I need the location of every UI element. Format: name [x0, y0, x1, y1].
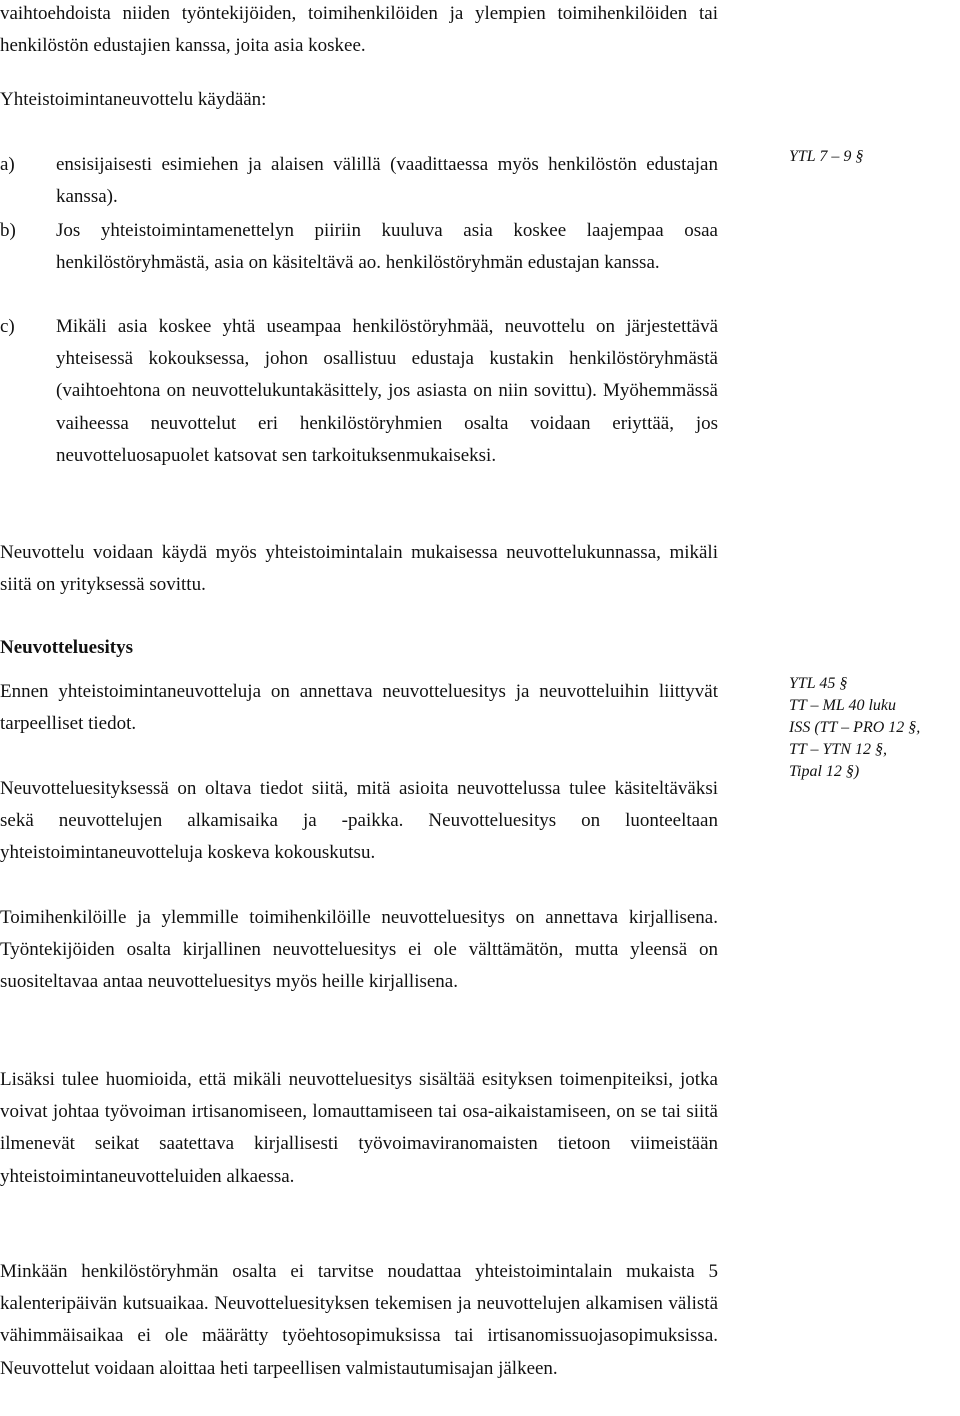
list-marker: c) [0, 316, 15, 337]
paragraph: Neuvottelu voidaan käydä myös yhteistoimintalain mukaisessa neuvottelukunnassa, mikäli siitä on yrityksessä sovittu. [0, 542, 718, 596]
margin-note-references [789, 673, 920, 783]
paragraph: Minkään henkilöstöryhmän osalta ei tarvitse noudattaa yhteistoimintalain mukaista 5 kalenteripäivän kutsuaikaa. Neuvotteluesityksen tekemisen ja neuvottelujen alkamisen välistä vähimmäisaikaa ei ole määrätty työehtosopimuksissa tai irtisanomissuojasopimuksissa. Neuvottelut voidaan aloittaa heti tarpeellisen valmistautumisajan jälkeen. [0, 1261, 718, 1379]
list-item-b [0, 215, 718, 279]
paragraph: Toimihenkilöille ja ylemmille toimihenkilöille neuvotteluesitys on annettava kirjallisena. Työntekijöiden osalta kirjallinen neuvotteluesitys ei ole välttämätön, mutta yleensä on suositeltavaa antaa neuvotteluesitys myös heille kirjallisena. [0, 907, 718, 993]
margin-note-ytl [789, 146, 863, 168]
margin-note-line: TT – YTN 12 §, [789, 741, 887, 758]
list-text: Jos yhteistoimintamenettelyn piiriin kuuluva asia koskee laajempaa osaa henkilöstöryhmästä, asia on käsiteltävä ao. henkilöstöryhmän edustajan kanssa. [56, 220, 718, 274]
margin-note-line: ISS (TT – PRO 12 §, [789, 719, 921, 736]
list-marker: a) [0, 154, 15, 175]
list-item-c [0, 311, 718, 472]
list-item-a [0, 149, 718, 213]
list-marker: b) [0, 220, 16, 241]
paragraph: Lisäksi tulee huomioida, että mikäli neuvotteluesitys sisältää esityksen toimenpiteiksi, jotka voivat johtaa työvoiman irtisanomiseen, lomauttamiseen tai osa-aikaistamiseen, on se tai siitä ilmenevät seikat saatettava kirjallisesti työvoimaviranomaisten tietoon viimeistään yhteistoimintaneuvotteluiden alkaessa. [0, 1069, 718, 1187]
list-intro: Yhteistoimintaneuvottelu käydään: [0, 89, 267, 110]
margin-note-line: YTL 45 § [789, 675, 848, 692]
list-text: ensisijaisesti esimiehen ja alaisen välillä (vaadittaessa myös henkilöstön edustajan kanssa). [56, 154, 718, 208]
intro-paragraph: vaihtoehdoista niiden työntekijöiden, toimihenkilöiden ja ylempien toimihenkilöiden tai henkilöstön edustajien kanssa, joita asia koskee. [0, 3, 718, 57]
margin-note-line: TT – ML 40 luku [789, 697, 896, 714]
margin-note-line: YTL 7 – 9 § [789, 148, 864, 165]
paragraph: Ennen yhteistoimintaneuvotteluja on annettava neuvotteluesitys ja neuvotteluihin liittyvät tarpeelliset tiedot. [0, 681, 718, 735]
paragraph: Neuvotteluesityksessä on oltava tiedot siitä, mitä asioita neuvottelussa tulee käsiteltäväksi sekä neuvottelujen alkamisaika ja -paikka. Neuvotteluesitys on luonteeltaan yhteistoimintaneuvotteluja koskeva kokouskutsu. [0, 778, 718, 864]
list-text: Mikäli asia koskee yhtä useampaa henkilöstöryhmää, neuvottelu on järjestettävä yhteisessä kokouksessa, johon osallistuu edustaja kustakin henkilöstöryhmästä (vaihtoehtona on neuvottelukuntakäsittely, jos asiasta on niin sovittu). Myöhemmässä vaiheessa neuvottelut eri henkilöstöryhmien osalta voidaan eriyttää, jos neuvotteluosapuolet katsovat sen tarkoituksenmukaiseksi. [56, 316, 718, 466]
margin-note-line: Tipal 12 §) [789, 763, 860, 780]
section-heading: Neuvotteluesitys [0, 637, 133, 658]
